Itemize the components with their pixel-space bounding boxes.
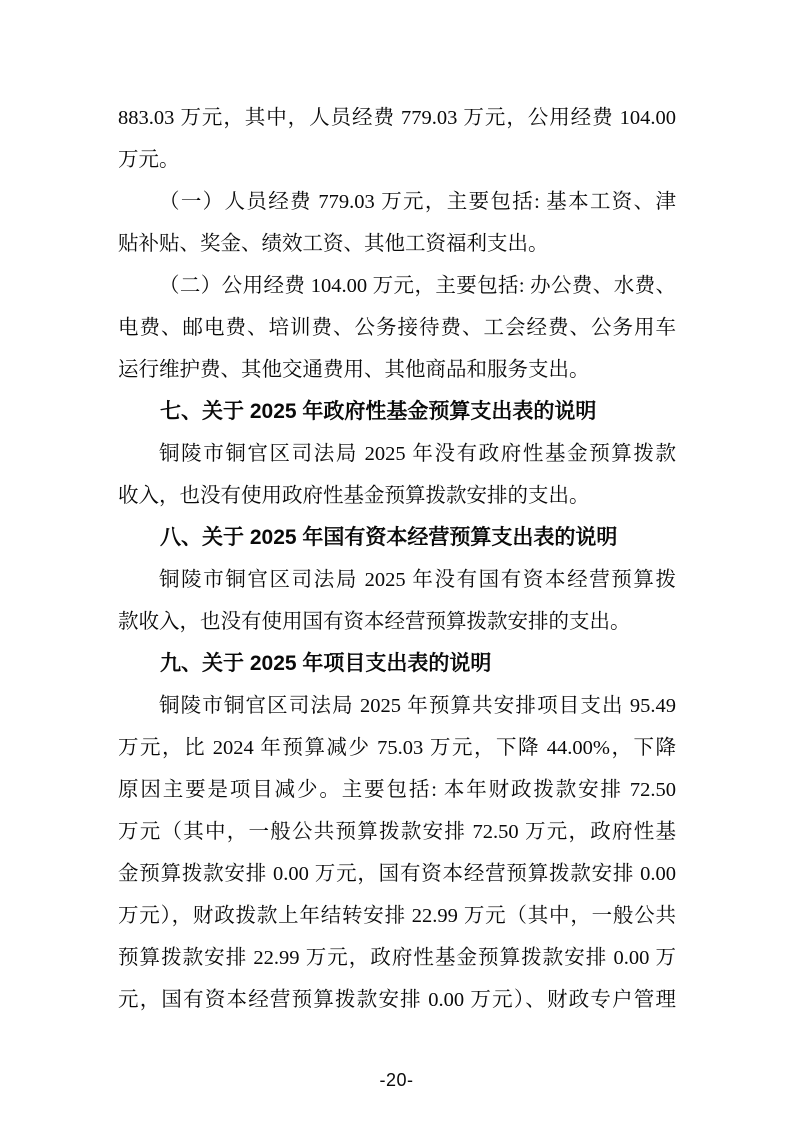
text-line: 款收入，也没有使用国有资本经营预算拨款安排的支出。 <box>118 611 631 633</box>
text-line: 运行维护费、其他交通费用、其他商品和服务支出。 <box>118 359 590 381</box>
section-heading: 八、关于 2025 年国有资本经营预算支出表的说明 <box>160 526 618 549</box>
text-line: 电费、邮电费、培训费、公务接待费、工会经费、公务用车 <box>118 317 676 339</box>
text-line: 万元（其中，一般公共预算拨款安排 72.50 万元，政府性基 <box>118 821 676 843</box>
text-line: 铜陵市铜官区司法局 2025 年没有国有资本经营预算拨 <box>159 569 676 591</box>
document-body <box>118 97 676 1021</box>
text-line: 收入，也没有使用政府性基金预算拨款安排的支出。 <box>118 485 590 507</box>
text-line: （二）公用经费 104.00 万元，主要包括: 办公费、水费、 <box>159 275 676 297</box>
text-line: 预算拨款安排 22.99 万元，政府性基金预算拨款安排 0.00 万 <box>118 947 676 969</box>
section-heading: 九、关于 2025 年项目支出表的说明 <box>160 652 492 675</box>
text-line: 原因主要是项目减少。主要包括: 本年财政拨款安排 72.50 <box>118 779 676 801</box>
text-line: 贴补贴、奖金、绩效工资、其他工资福利支出。 <box>118 233 549 255</box>
section-heading: 七、关于 2025 年政府性基金预算支出表的说明 <box>160 400 597 423</box>
text-line: 万元，比 2024 年预算减少 75.03 万元，下降 44.00%，下降 <box>118 737 676 759</box>
text-line: 万元。 <box>118 149 180 171</box>
text-line: 883.03 万元，其中，人员经费 779.03 万元，公用经费 104.00 <box>118 107 676 129</box>
text-line: 铜陵市铜官区司法局 2025 年没有政府性基金预算拨款 <box>159 443 676 465</box>
text-line: 金预算拨款安排 0.00 万元，国有资本经营预算拨款安排 0.00 <box>118 863 676 885</box>
text-line: 万元），财政拨款上年结转安排 22.99 万元（其中，一般公共 <box>118 905 676 927</box>
page-number: -20- <box>379 1070 414 1090</box>
text-line: （一）人员经费 779.03 万元，主要包括: 基本工资、津 <box>159 191 676 213</box>
text-line: 元，国有资本经营预算拨款安排 0.00 万元）、财政专户管理 <box>118 989 676 1011</box>
page-footer <box>0 1068 793 1092</box>
text-line: 铜陵市铜官区司法局 2025 年预算共安排项目支出 95.49 <box>159 695 676 717</box>
